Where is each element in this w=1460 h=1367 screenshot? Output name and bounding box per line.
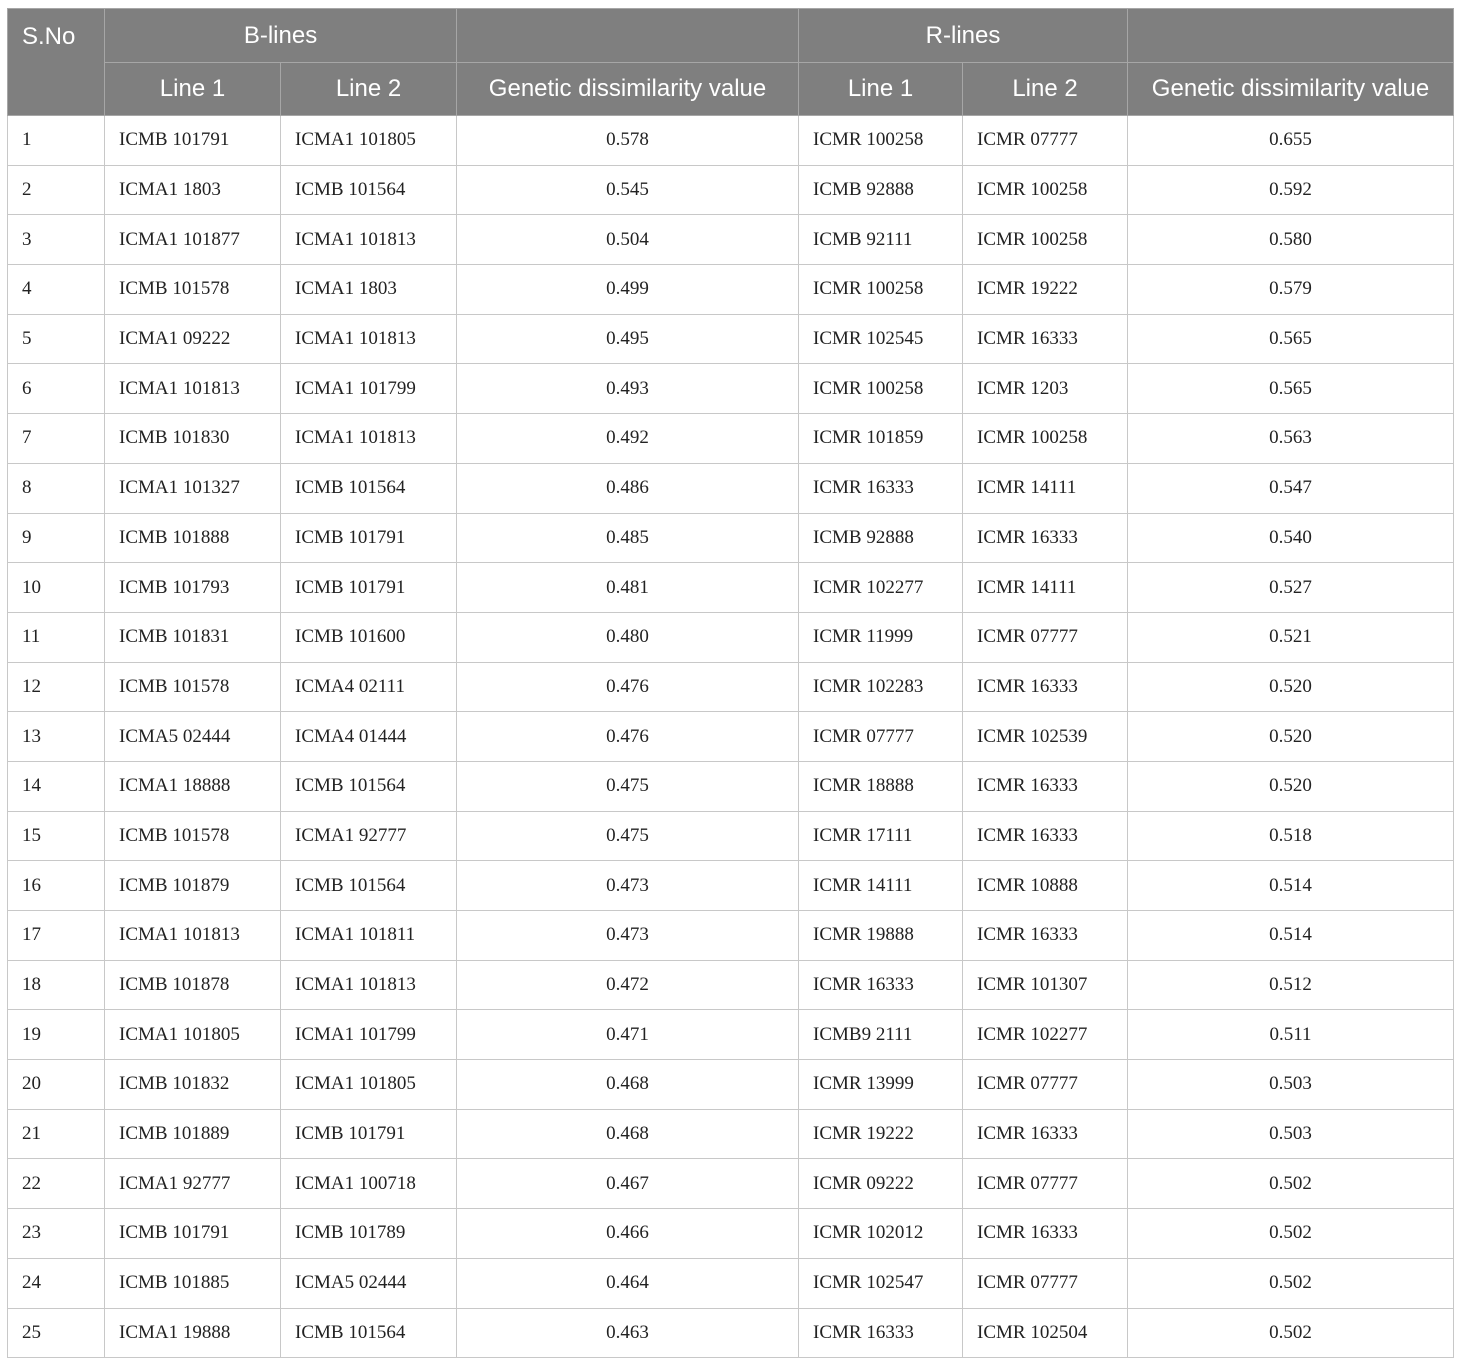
r-gdv-cell: 0.540 bbox=[1128, 513, 1454, 563]
b-line1-cell: ICMA1 101877 bbox=[105, 215, 281, 265]
b-line2-cell: ICMA1 92777 bbox=[281, 811, 457, 861]
r-line1-cell: ICMR 11999 bbox=[799, 612, 963, 662]
sno-cell: 15 bbox=[8, 811, 105, 861]
sno-cell: 21 bbox=[8, 1109, 105, 1159]
b-line1-cell: ICMB 101793 bbox=[105, 563, 281, 613]
b-line2-cell: ICMB 101791 bbox=[281, 563, 457, 613]
sno-cell: 2 bbox=[8, 165, 105, 215]
b-line2-cell: ICMA1 101799 bbox=[281, 1010, 457, 1060]
r-line2-cell: ICMR 16333 bbox=[963, 911, 1128, 961]
b-gdv-cell: 0.481 bbox=[457, 563, 799, 613]
table-row bbox=[8, 265, 1454, 315]
b-line1-cell: ICMA1 18888 bbox=[105, 761, 281, 811]
r-line1-cell: ICMB 92888 bbox=[799, 513, 963, 563]
r-line1-cell: ICMB 92888 bbox=[799, 165, 963, 215]
r-gdv-cell: 0.512 bbox=[1128, 960, 1454, 1010]
b-gdv-cell: 0.471 bbox=[457, 1010, 799, 1060]
r-line1-cell: ICMR 07777 bbox=[799, 712, 963, 762]
b-line1-cell: ICMA1 101327 bbox=[105, 463, 281, 513]
b-line2-cell: ICMA1 101805 bbox=[281, 1060, 457, 1110]
table-row bbox=[8, 1258, 1454, 1308]
table-row bbox=[8, 712, 1454, 762]
r-gdv-cell: 0.520 bbox=[1128, 712, 1454, 762]
r-line1-cell: ICMR 09222 bbox=[799, 1159, 963, 1209]
b-gdv-cell: 0.495 bbox=[457, 314, 799, 364]
r-gdv-cell: 0.592 bbox=[1128, 165, 1454, 215]
table-row bbox=[8, 960, 1454, 1010]
b-gdv-cell: 0.468 bbox=[457, 1109, 799, 1159]
r-line1-cell: ICMR 102545 bbox=[799, 314, 963, 364]
b-line2-cell: ICMB 101789 bbox=[281, 1209, 457, 1259]
b-gdv-cell: 0.545 bbox=[457, 165, 799, 215]
table-row bbox=[8, 215, 1454, 265]
b-gdv-cell: 0.493 bbox=[457, 364, 799, 414]
b-gdv-cell: 0.472 bbox=[457, 960, 799, 1010]
r-gdv-cell: 0.565 bbox=[1128, 314, 1454, 364]
r-gdv-cell: 0.514 bbox=[1128, 861, 1454, 911]
b-line1-cell: ICMA1 92777 bbox=[105, 1159, 281, 1209]
r-line1-cell: ICMR 14111 bbox=[799, 861, 963, 911]
r-line1-cell: ICMR 16333 bbox=[799, 960, 963, 1010]
table-row bbox=[8, 1060, 1454, 1110]
r-line1-cell: ICMB 92111 bbox=[799, 215, 963, 265]
sno-cell: 10 bbox=[8, 563, 105, 613]
b-line2-cell: ICMA1 101811 bbox=[281, 911, 457, 961]
r-line2-cell: ICMR 07777 bbox=[963, 116, 1128, 166]
b-line1-cell: ICMA1 09222 bbox=[105, 314, 281, 364]
b-gdv-cell: 0.504 bbox=[457, 215, 799, 265]
b-line2-cell: ICMB 101564 bbox=[281, 761, 457, 811]
r-gdv-cell: 0.518 bbox=[1128, 811, 1454, 861]
r-line2-cell: ICMR 10888 bbox=[963, 861, 1128, 911]
b-gdv-cell: 0.476 bbox=[457, 712, 799, 762]
b-line2-cell: ICMA1 101813 bbox=[281, 314, 457, 364]
b-gdv-cell: 0.492 bbox=[457, 414, 799, 464]
r-line1-cell: ICMR 13999 bbox=[799, 1060, 963, 1110]
table-row bbox=[8, 811, 1454, 861]
r-gdv-header: Genetic dissimilarity value bbox=[1128, 63, 1454, 116]
b-line2-cell: ICMA1 101805 bbox=[281, 116, 457, 166]
b-line2-cell: ICMB 101564 bbox=[281, 1308, 457, 1358]
b-line2-cell: ICMA1 101813 bbox=[281, 215, 457, 265]
sno-cell: 4 bbox=[8, 265, 105, 315]
b-line1-cell: ICMB 101879 bbox=[105, 861, 281, 911]
b-gdv-cell: 0.466 bbox=[457, 1209, 799, 1259]
b-line1-cell: ICMB 101830 bbox=[105, 414, 281, 464]
r-gdv-cell: 0.521 bbox=[1128, 612, 1454, 662]
r-line2-header: Line 2 bbox=[963, 63, 1128, 116]
b-line1-cell: ICMB 101578 bbox=[105, 811, 281, 861]
r-line1-cell: ICMR 101859 bbox=[799, 414, 963, 464]
r-line1-cell: ICMR 102283 bbox=[799, 662, 963, 712]
b-line1-cell: ICMB 101889 bbox=[105, 1109, 281, 1159]
table-row bbox=[8, 314, 1454, 364]
b-line1-cell: ICMB 101878 bbox=[105, 960, 281, 1010]
table-row bbox=[8, 563, 1454, 613]
sno-cell: 20 bbox=[8, 1060, 105, 1110]
r-line2-cell: ICMR 16333 bbox=[963, 1209, 1128, 1259]
sno-cell: 17 bbox=[8, 911, 105, 961]
r-line2-cell: ICMR 102504 bbox=[963, 1308, 1128, 1358]
r-gdv-cell: 0.511 bbox=[1128, 1010, 1454, 1060]
b-line1-cell: ICMA5 02444 bbox=[105, 712, 281, 762]
r-line1-cell: ICMR 16333 bbox=[799, 1308, 963, 1358]
b-line1-cell: ICMA1 19888 bbox=[105, 1308, 281, 1358]
sno-cell: 12 bbox=[8, 662, 105, 712]
b-line1-cell: ICMB 101832 bbox=[105, 1060, 281, 1110]
sno-cell: 23 bbox=[8, 1209, 105, 1259]
b-gdv-cell: 0.475 bbox=[457, 761, 799, 811]
table-row bbox=[8, 1308, 1454, 1358]
r-gdv-cell: 0.655 bbox=[1128, 116, 1454, 166]
table-row bbox=[8, 1159, 1454, 1209]
b-line2-cell: ICMA1 101813 bbox=[281, 414, 457, 464]
b-line2-cell: ICMA1 101799 bbox=[281, 364, 457, 414]
r-line1-cell: ICMB9 2111 bbox=[799, 1010, 963, 1060]
sno-cell: 6 bbox=[8, 364, 105, 414]
sno-cell: 3 bbox=[8, 215, 105, 265]
sno-cell: 8 bbox=[8, 463, 105, 513]
b-line2-cell: ICMB 101600 bbox=[281, 612, 457, 662]
b-gdv-cell: 0.480 bbox=[457, 612, 799, 662]
sno-cell: 14 bbox=[8, 761, 105, 811]
b-line1-cell: ICMA1 1803 bbox=[105, 165, 281, 215]
r-line2-cell: ICMR 07777 bbox=[963, 612, 1128, 662]
sno-cell: 16 bbox=[8, 861, 105, 911]
r-line2-cell: ICMR 101307 bbox=[963, 960, 1128, 1010]
b-line1-header: Line 1 bbox=[105, 63, 281, 116]
b-line1-cell: ICMB 101885 bbox=[105, 1258, 281, 1308]
b-gdv-cell: 0.468 bbox=[457, 1060, 799, 1110]
r-line1-cell: ICMR 102012 bbox=[799, 1209, 963, 1259]
sno-cell: 22 bbox=[8, 1159, 105, 1209]
table-row bbox=[8, 463, 1454, 513]
b-lines-header: B-lines bbox=[105, 9, 457, 63]
r-line1-cell: ICMR 100258 bbox=[799, 364, 963, 414]
r-gdv-cell: 0.502 bbox=[1128, 1308, 1454, 1358]
r-gdv-header-spacer bbox=[1128, 9, 1454, 63]
b-line2-header: Line 2 bbox=[281, 63, 457, 116]
table-row bbox=[8, 761, 1454, 811]
b-gdv-cell: 0.485 bbox=[457, 513, 799, 563]
sno-cell: 1 bbox=[8, 116, 105, 166]
table-row bbox=[8, 513, 1454, 563]
r-line2-cell: ICMR 102277 bbox=[963, 1010, 1128, 1060]
r-line1-cell: ICMR 100258 bbox=[799, 116, 963, 166]
r-line2-cell: ICMR 1203 bbox=[963, 364, 1128, 414]
b-gdv-cell: 0.475 bbox=[457, 811, 799, 861]
r-line2-cell: ICMR 16333 bbox=[963, 314, 1128, 364]
r-gdv-cell: 0.579 bbox=[1128, 265, 1454, 315]
b-line1-cell: ICMB 101578 bbox=[105, 265, 281, 315]
r-line1-cell: ICMR 16333 bbox=[799, 463, 963, 513]
r-line2-cell: ICMR 19222 bbox=[963, 265, 1128, 315]
b-gdv-cell: 0.464 bbox=[457, 1258, 799, 1308]
b-line1-cell: ICMA1 101813 bbox=[105, 364, 281, 414]
r-line2-cell: ICMR 14111 bbox=[963, 463, 1128, 513]
b-line2-cell: ICMB 101564 bbox=[281, 463, 457, 513]
b-gdv-cell: 0.578 bbox=[457, 116, 799, 166]
sno-cell: 9 bbox=[8, 513, 105, 563]
table-row bbox=[8, 1010, 1454, 1060]
r-gdv-cell: 0.520 bbox=[1128, 761, 1454, 811]
table-row bbox=[8, 165, 1454, 215]
sno-header: S.No bbox=[8, 9, 105, 116]
b-line2-cell: ICMB 101564 bbox=[281, 165, 457, 215]
r-gdv-cell: 0.563 bbox=[1128, 414, 1454, 464]
r-line1-cell: ICMR 19222 bbox=[799, 1109, 963, 1159]
sno-cell: 11 bbox=[8, 612, 105, 662]
b-line1-cell: ICMB 101888 bbox=[105, 513, 281, 563]
table-row bbox=[8, 612, 1454, 662]
r-gdv-cell: 0.565 bbox=[1128, 364, 1454, 414]
b-line1-cell: ICMB 101791 bbox=[105, 116, 281, 166]
r-line2-cell: ICMR 14111 bbox=[963, 563, 1128, 613]
r-line2-cell: ICMR 102539 bbox=[963, 712, 1128, 762]
r-line2-cell: ICMR 16333 bbox=[963, 1109, 1128, 1159]
r-gdv-cell: 0.520 bbox=[1128, 662, 1454, 712]
r-line2-cell: ICMR 16333 bbox=[963, 513, 1128, 563]
r-gdv-cell: 0.547 bbox=[1128, 463, 1454, 513]
table-row bbox=[8, 1209, 1454, 1259]
b-line2-cell: ICMB 101791 bbox=[281, 513, 457, 563]
r-gdv-cell: 0.503 bbox=[1128, 1060, 1454, 1110]
r-line1-header: Line 1 bbox=[799, 63, 963, 116]
b-gdv-header-spacer bbox=[457, 9, 799, 63]
b-gdv-header: Genetic dissimilarity value bbox=[457, 63, 799, 116]
b-gdv-cell: 0.486 bbox=[457, 463, 799, 513]
r-gdv-cell: 0.527 bbox=[1128, 563, 1454, 613]
table-row bbox=[8, 1109, 1454, 1159]
sno-cell: 19 bbox=[8, 1010, 105, 1060]
b-gdv-cell: 0.476 bbox=[457, 662, 799, 712]
b-line2-cell: ICMA1 1803 bbox=[281, 265, 457, 315]
b-gdv-cell: 0.499 bbox=[457, 265, 799, 315]
b-line1-cell: ICMA1 101813 bbox=[105, 911, 281, 961]
r-line1-cell: ICMR 102277 bbox=[799, 563, 963, 613]
r-line2-cell: ICMR 100258 bbox=[963, 165, 1128, 215]
r-line1-cell: ICMR 18888 bbox=[799, 761, 963, 811]
b-line2-cell: ICMA5 02444 bbox=[281, 1258, 457, 1308]
r-gdv-cell: 0.503 bbox=[1128, 1109, 1454, 1159]
sno-cell: 25 bbox=[8, 1308, 105, 1358]
r-line2-cell: ICMR 07777 bbox=[963, 1258, 1128, 1308]
b-line1-cell: ICMB 101791 bbox=[105, 1209, 281, 1259]
r-gdv-cell: 0.514 bbox=[1128, 911, 1454, 961]
b-line2-cell: ICMA4 01444 bbox=[281, 712, 457, 762]
b-gdv-cell: 0.473 bbox=[457, 911, 799, 961]
b-line2-cell: ICMA1 101813 bbox=[281, 960, 457, 1010]
b-line2-cell: ICMA4 02111 bbox=[281, 662, 457, 712]
r-line2-cell: ICMR 16333 bbox=[963, 811, 1128, 861]
sno-cell: 13 bbox=[8, 712, 105, 762]
data-table bbox=[7, 8, 1454, 1358]
table-row bbox=[8, 414, 1454, 464]
r-line1-cell: ICMR 19888 bbox=[799, 911, 963, 961]
table-body bbox=[8, 116, 1454, 1358]
r-line2-cell: ICMR 16333 bbox=[963, 662, 1128, 712]
b-gdv-cell: 0.473 bbox=[457, 861, 799, 911]
b-line1-cell: ICMB 101578 bbox=[105, 662, 281, 712]
r-line2-cell: ICMR 100258 bbox=[963, 215, 1128, 265]
sno-cell: 5 bbox=[8, 314, 105, 364]
table-row bbox=[8, 911, 1454, 961]
r-line2-cell: ICMR 07777 bbox=[963, 1159, 1128, 1209]
b-gdv-cell: 0.467 bbox=[457, 1159, 799, 1209]
r-lines-header: R-lines bbox=[799, 9, 1128, 63]
r-gdv-cell: 0.502 bbox=[1128, 1159, 1454, 1209]
r-line1-cell: ICMR 17111 bbox=[799, 811, 963, 861]
b-line2-cell: ICMB 101791 bbox=[281, 1109, 457, 1159]
sno-cell: 18 bbox=[8, 960, 105, 1010]
r-gdv-cell: 0.580 bbox=[1128, 215, 1454, 265]
b-line1-cell: ICMB 101831 bbox=[105, 612, 281, 662]
b-line2-cell: ICMA1 100718 bbox=[281, 1159, 457, 1209]
table-row bbox=[8, 116, 1454, 166]
r-line1-cell: ICMR 100258 bbox=[799, 265, 963, 315]
r-gdv-cell: 0.502 bbox=[1128, 1258, 1454, 1308]
b-line1-cell: ICMA1 101805 bbox=[105, 1010, 281, 1060]
r-line1-cell: ICMR 102547 bbox=[799, 1258, 963, 1308]
b-line2-cell: ICMB 101564 bbox=[281, 861, 457, 911]
r-line2-cell: ICMR 100258 bbox=[963, 414, 1128, 464]
r-line2-cell: ICMR 16333 bbox=[963, 761, 1128, 811]
sno-cell: 24 bbox=[8, 1258, 105, 1308]
r-gdv-cell: 0.502 bbox=[1128, 1209, 1454, 1259]
b-gdv-cell: 0.463 bbox=[457, 1308, 799, 1358]
sno-cell: 7 bbox=[8, 414, 105, 464]
r-line2-cell: ICMR 07777 bbox=[963, 1060, 1128, 1110]
table-row bbox=[8, 861, 1454, 911]
table-row bbox=[8, 364, 1454, 414]
table-row bbox=[8, 662, 1454, 712]
